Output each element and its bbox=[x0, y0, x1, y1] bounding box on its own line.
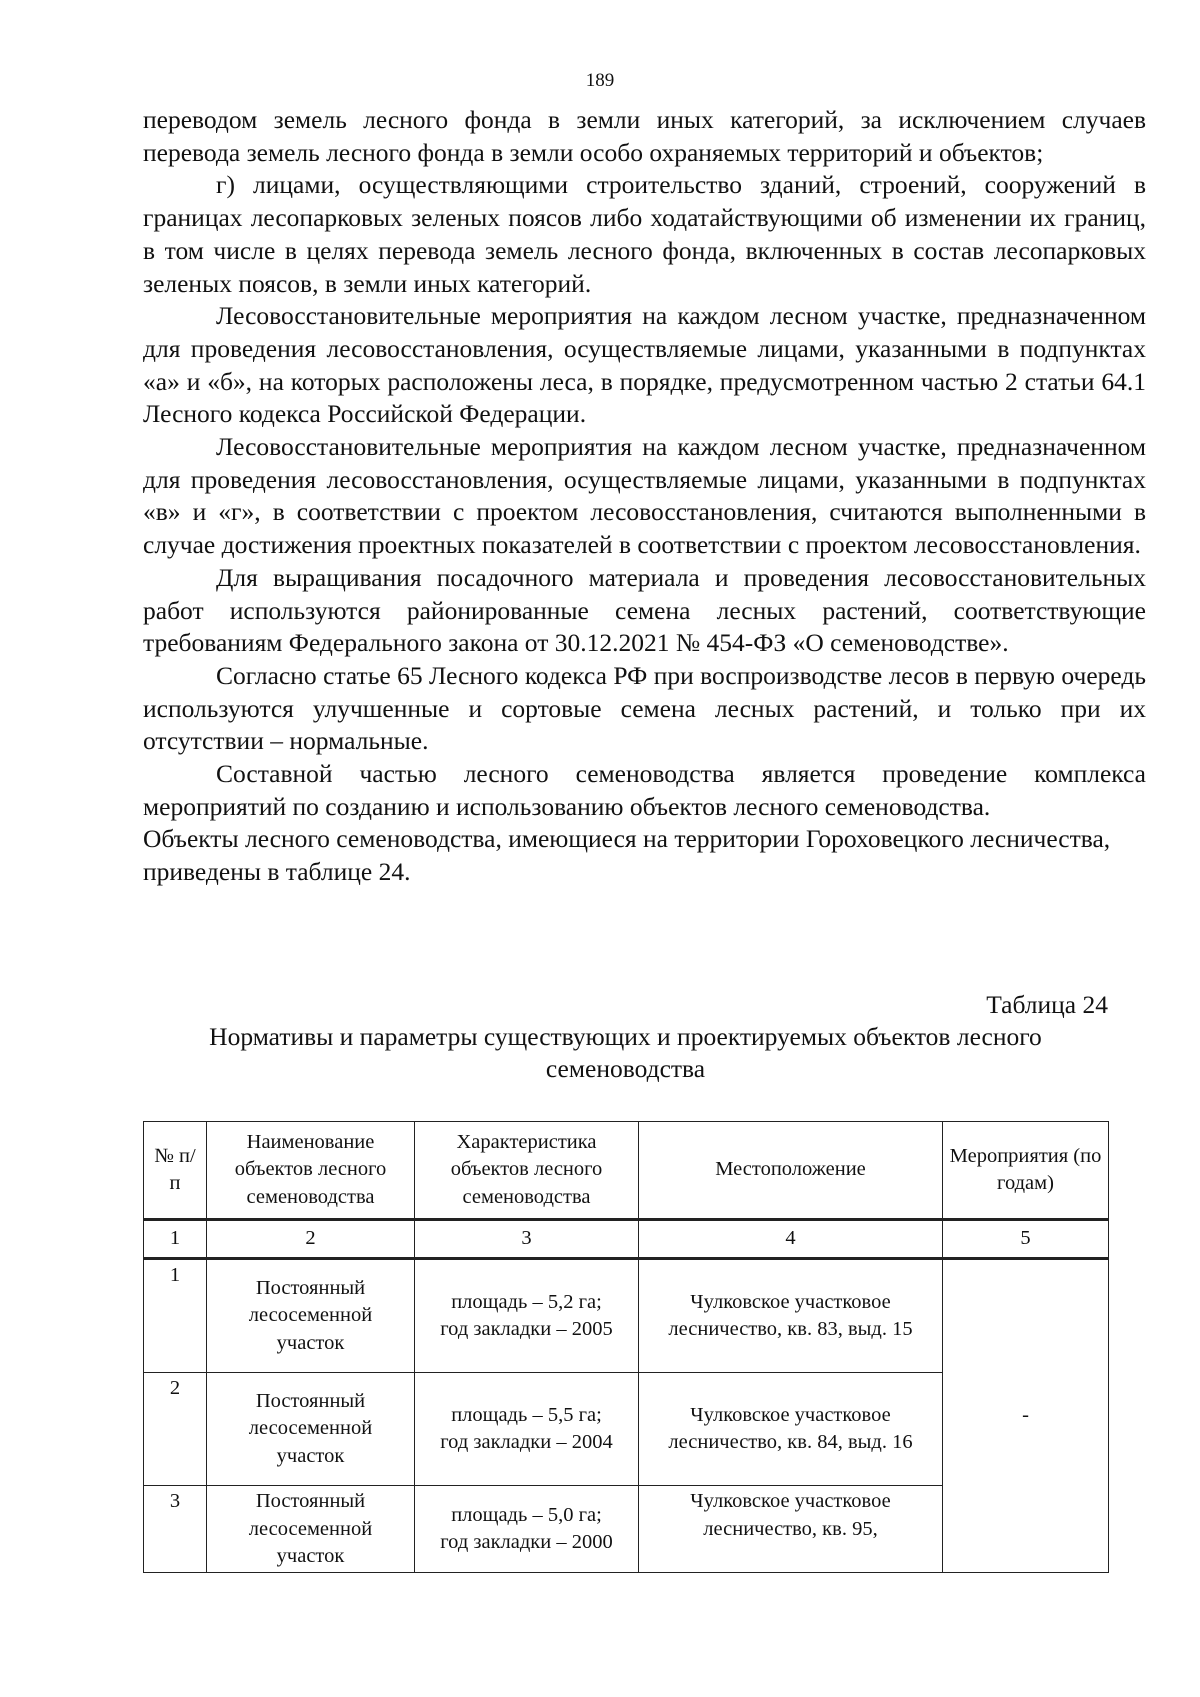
table-header-row bbox=[144, 1122, 1109, 1220]
area-value: площадь – 5,5 га; bbox=[451, 1403, 602, 1426]
measures-cell: - bbox=[943, 1259, 1109, 1573]
column-number: 5 bbox=[943, 1220, 1109, 1259]
paragraph: Объекты лесного семеноводства, имеющиеся на территории Гороховецкого лесничества, приведены в таблице 24. bbox=[143, 824, 1111, 887]
table-caption bbox=[143, 989, 1146, 1085]
object-characteristics bbox=[415, 1373, 639, 1486]
area-value: площадь – 5,0 га; bbox=[451, 1503, 602, 1526]
paragraph: переводом земель лесного фонда в земли иных категорий, за исключением случаев перевода земель лесного фонда в земли особо охраняемых территорий и объектов; bbox=[143, 105, 1146, 167]
object-location: Чулковское участковое лесничество, кв. 95, bbox=[639, 1486, 943, 1573]
object-name: Постоянный лесосеменной участок bbox=[207, 1373, 415, 1486]
header-cell-measures: Мероприятия (по годам) bbox=[943, 1122, 1109, 1220]
header-cell-characteristics: Характеристика объектов лесного семеноводства bbox=[415, 1122, 639, 1220]
column-number-row bbox=[144, 1220, 1109, 1259]
page-number: 189 bbox=[585, 70, 615, 91]
paragraph: Для выращивания посадочного материала и проведения лесовосстановительных работ используются районированные семена лесных растений, соответствующие требованиям Федерального закона от 30.12.2021 № 454-ФЗ «О семеноводстве». bbox=[143, 562, 1146, 658]
paragraph: Согласно статье 65 Лесного кодекса РФ при воспроизводстве лесов в первую очередь используются улучшенные и сортовые семена лесных растений, и только при их отсутствии – нормальные. bbox=[143, 660, 1146, 756]
header-cell-number: № п/п bbox=[144, 1122, 207, 1220]
paragraph: Составной частью лесного семеноводства является проведение комплекса мероприятий по созданию и использованию объектов лесного семеноводства. bbox=[143, 759, 1146, 821]
column-number: 1 bbox=[144, 1220, 207, 1259]
row-number: 1 bbox=[144, 1259, 207, 1373]
table-label: Таблица 24 bbox=[986, 990, 1108, 1019]
table-title: Нормативы и параметры существующих и проектируемых объектов лесного семеноводства bbox=[209, 1022, 1042, 1083]
seed-objects-table bbox=[143, 1121, 1109, 1573]
row-number: 3 bbox=[144, 1486, 207, 1573]
object-location: Чулковское участковое лесничество, кв. 84, выд. 16 bbox=[639, 1373, 943, 1486]
row-number: 2 bbox=[144, 1373, 207, 1486]
body-text bbox=[143, 104, 1146, 889]
column-number: 3 bbox=[415, 1220, 639, 1259]
object-name: Постоянный лесосеменной участок bbox=[207, 1259, 415, 1373]
table-row bbox=[144, 1259, 1109, 1373]
object-characteristics bbox=[415, 1259, 639, 1373]
year-value: год закладки – 2000 bbox=[440, 1531, 613, 1553]
column-number: 2 bbox=[207, 1220, 415, 1259]
paragraph: Лесовосстановительные мероприятия на каждом лесном участке, предназначенном для проведения лесовосстановления, осуществляемые лицами, указанными в подпунктах «а» и «б», на которых расположены леса, в порядке, предусмотренном частью 2 статьи 64.1 Лесного кодекса Российской Федерации. bbox=[143, 301, 1146, 429]
column-number: 4 bbox=[639, 1220, 943, 1259]
area-value: площадь – 5,2 га; bbox=[451, 1290, 602, 1313]
paragraph: г) лицами, осуществляющими строительство зданий, строений, сооружений в границах лесопарковых зеленых поясов либо ходатайствующими об изменении их границ, в том числе в целях перевода земель лесного фонда, включенных в состав лесопарковых зеленых поясов, в земли иных категорий. bbox=[143, 170, 1146, 298]
paragraph: Лесовосстановительные мероприятия на каждом лесном участке, предназначенном для проведения лесовосстановления, осуществляемые лицами, указанными в подпунктах «в» и «г», в соответствии с проектом лесовосстановления, считаются выполненными в случае достижения проектных показателей в соответствии с проектом лесовосстановления. bbox=[143, 432, 1146, 560]
object-location: Чулковское участковое лесничество, кв. 83, выд. 15 bbox=[639, 1259, 943, 1373]
year-value: год закладки – 2004 bbox=[440, 1431, 613, 1453]
year-value: год закладки – 2005 bbox=[440, 1318, 613, 1340]
header-cell-location: Местоположение bbox=[639, 1122, 943, 1220]
header-cell-name: Наименование объектов лесного семеноводства bbox=[207, 1122, 415, 1220]
object-name: Постоянный лесосеменной участок bbox=[207, 1486, 415, 1573]
object-characteristics bbox=[415, 1486, 639, 1573]
